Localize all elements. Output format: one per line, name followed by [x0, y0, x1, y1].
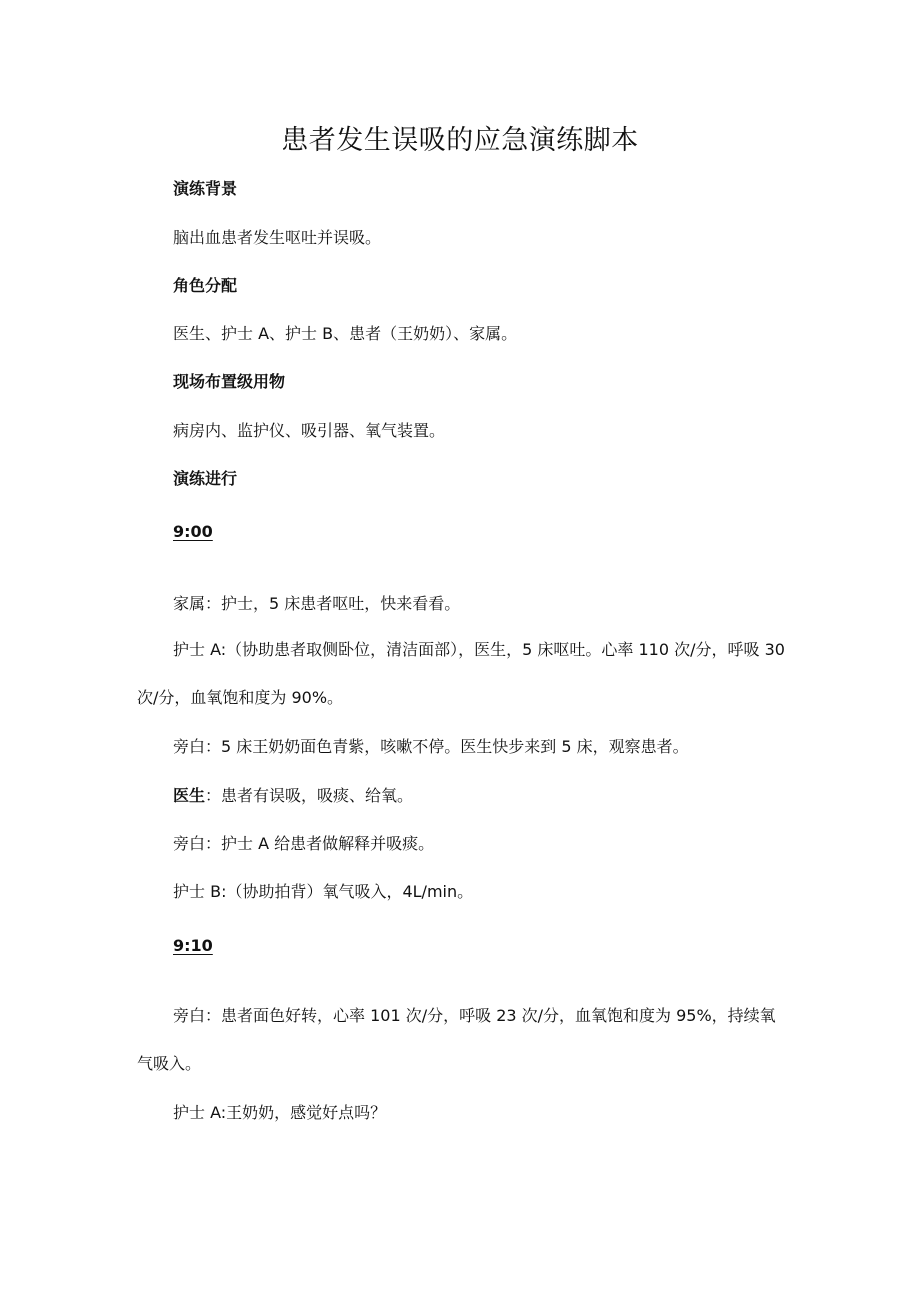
time-stamp-2: 9:10: [173, 936, 213, 955]
script-line-nurse-a: 护士 A:（协助患者取侧卧位，清洁面部），医生，5 床呕吐。心率 110 次/分，呼吸 30 次/分，血氧饱和度为 90%。: [137, 640, 785, 707]
script-line-nurse-b: 护士 B:（协助拍背）氧气吸入，4L/min。: [173, 882, 474, 901]
time-stamp-1: 9:00: [173, 522, 213, 541]
setup-text: 病房内、监护仪、吸引器、氧气装置。: [173, 421, 446, 440]
progress-heading: 演练进行: [173, 469, 238, 488]
roles-heading: 角色分配: [173, 276, 238, 295]
document-title: 患者发生误吸的应急演练脚本: [281, 125, 639, 156]
script-line-narration-1: 旁白：5 床王奶奶面色青紫，咳嗽不停。医生快步来到 5 床，观察患者。: [173, 737, 689, 756]
background-text: 脑出血患者发生呕吐并误吸。: [173, 228, 382, 247]
setup-heading: 现场布置级用物: [173, 372, 286, 391]
script-line-nurse-a-2: 护士 A:王奶奶，感觉好点吗？: [173, 1103, 387, 1122]
roles-text: 医生、护士 A、护士 B、患者（王奶奶）、家属。: [173, 324, 518, 343]
script-line-family: 家属：护士，5 床患者呕吐，快来看看。: [173, 594, 461, 613]
script-line-narration-2: 旁白：护士 A 给患者做解释并吸痰。: [173, 834, 435, 853]
doctor-speech: ：患者有误吸，吸痰、给氧。: [205, 786, 414, 805]
doctor-speaker-label: 医生: [173, 786, 206, 805]
script-line-narration-3: 旁白：患者面色好转，心率 101 次/分，呼吸 23 次/分，血氧饱和度为 95%，持续氧气吸入。: [137, 1006, 776, 1073]
script-line-doctor: [173, 786, 413, 806]
background-heading: 演练背景: [173, 179, 238, 198]
